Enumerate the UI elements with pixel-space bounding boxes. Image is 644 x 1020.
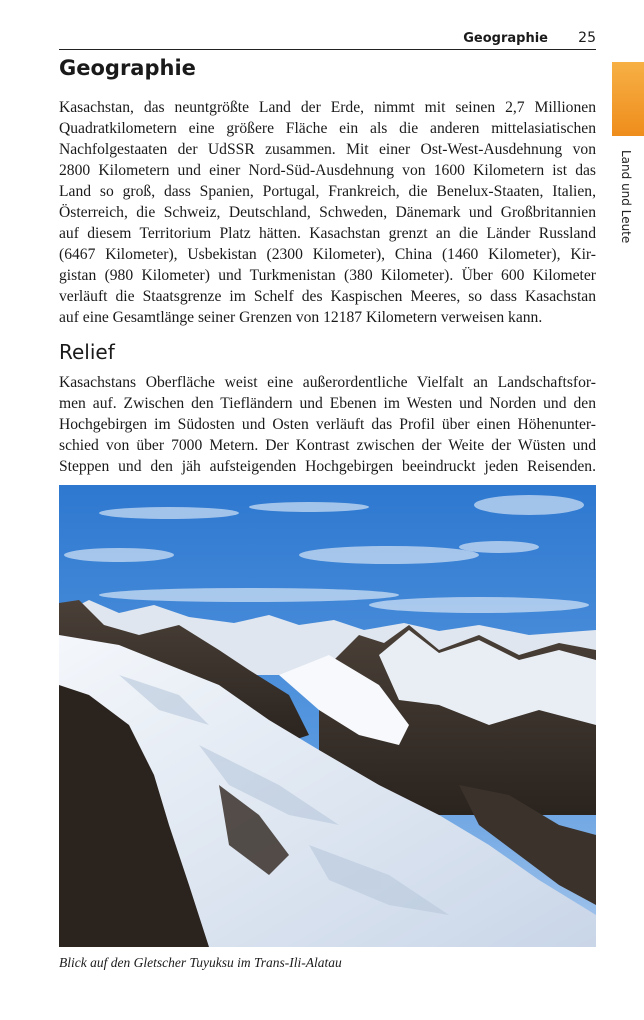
glacier-photo	[59, 485, 596, 947]
text-line: Kasachstans Oberfläche weist eine außerordentliche Vielfalt an Landschaftsfor-	[59, 374, 596, 391]
chapter-thumb-tab	[612, 62, 644, 136]
text-line: Steppen und den jäh aufsteigenden Hochgebirgen beeindruckt jeden Reisenden.	[59, 458, 596, 475]
section-title: Geographie	[59, 56, 196, 80]
running-header	[59, 30, 596, 50]
text-line: auf diesem Territorium Platz hätten. Kasachstan grenzt an die Länder Russland	[59, 225, 596, 242]
text-line: Land so groß, dass Spanien, Portugal, Frankreich, die Benelux-Staaten, Italien,	[59, 183, 596, 200]
text-line: 2800 Kilometern und einer Nord-Süd-Ausdehnung von 1600 Kilometern ist das	[59, 162, 596, 179]
text-line: schied von über 7000 Metern. Der Kontrast zwischen der Weite der Wüsten und	[59, 437, 596, 454]
photo-caption: Blick auf den Gletscher Tuyuksu im Trans-Ili-Alatau	[59, 955, 342, 970]
text-line: Österreich, die Schweiz, Deutschland, Schweden, Dänemark und Großbritannien	[59, 204, 596, 221]
running-header-section: Geographie	[463, 31, 548, 46]
relief-paragraph	[59, 372, 596, 477]
chapter-thumb-label: Land und Leute	[619, 150, 633, 244]
page-number: 25	[578, 30, 596, 46]
text-line: verläuft die Staatsgrenze im Schelf des Kaspischen Meeres, so dass Kasachstan	[59, 288, 596, 305]
geography-paragraph	[59, 97, 596, 328]
text-line: Hochgebirgen im Südosten und Osten verläuft das Profil über einen Höhenunter-	[59, 416, 596, 433]
text-line: Quadratkilometern eine größere Fläche ein als die anderen mittelasiatischen	[59, 120, 596, 137]
text-line: Nachfolgestaaten der UdSSR zusammen. Mit einer Ost-West-Ausdehnung von	[59, 141, 596, 158]
text-line: Kasachstan, das neuntgrößte Land der Erde, nimmt mit seinen 2,7 Millionen	[59, 99, 596, 116]
subsection-title: Relief	[59, 340, 115, 364]
text-line: auf eine Gesamtlänge seiner Grenzen von 12187 Kilometern verweisen kann.	[59, 309, 543, 326]
text-line: men auf. Zwischen den Tiefländern und Ebenen im Westen und Norden und den	[59, 395, 596, 412]
text-line: gistan (980 Kilometer) und Turkmenistan (380 Kilometer). Über 600 Kilometer	[59, 267, 596, 284]
text-line: (6467 Kilometer), Usbekistan (2300 Kilometer), China (1460 Kilometer), Kir-	[59, 246, 596, 263]
